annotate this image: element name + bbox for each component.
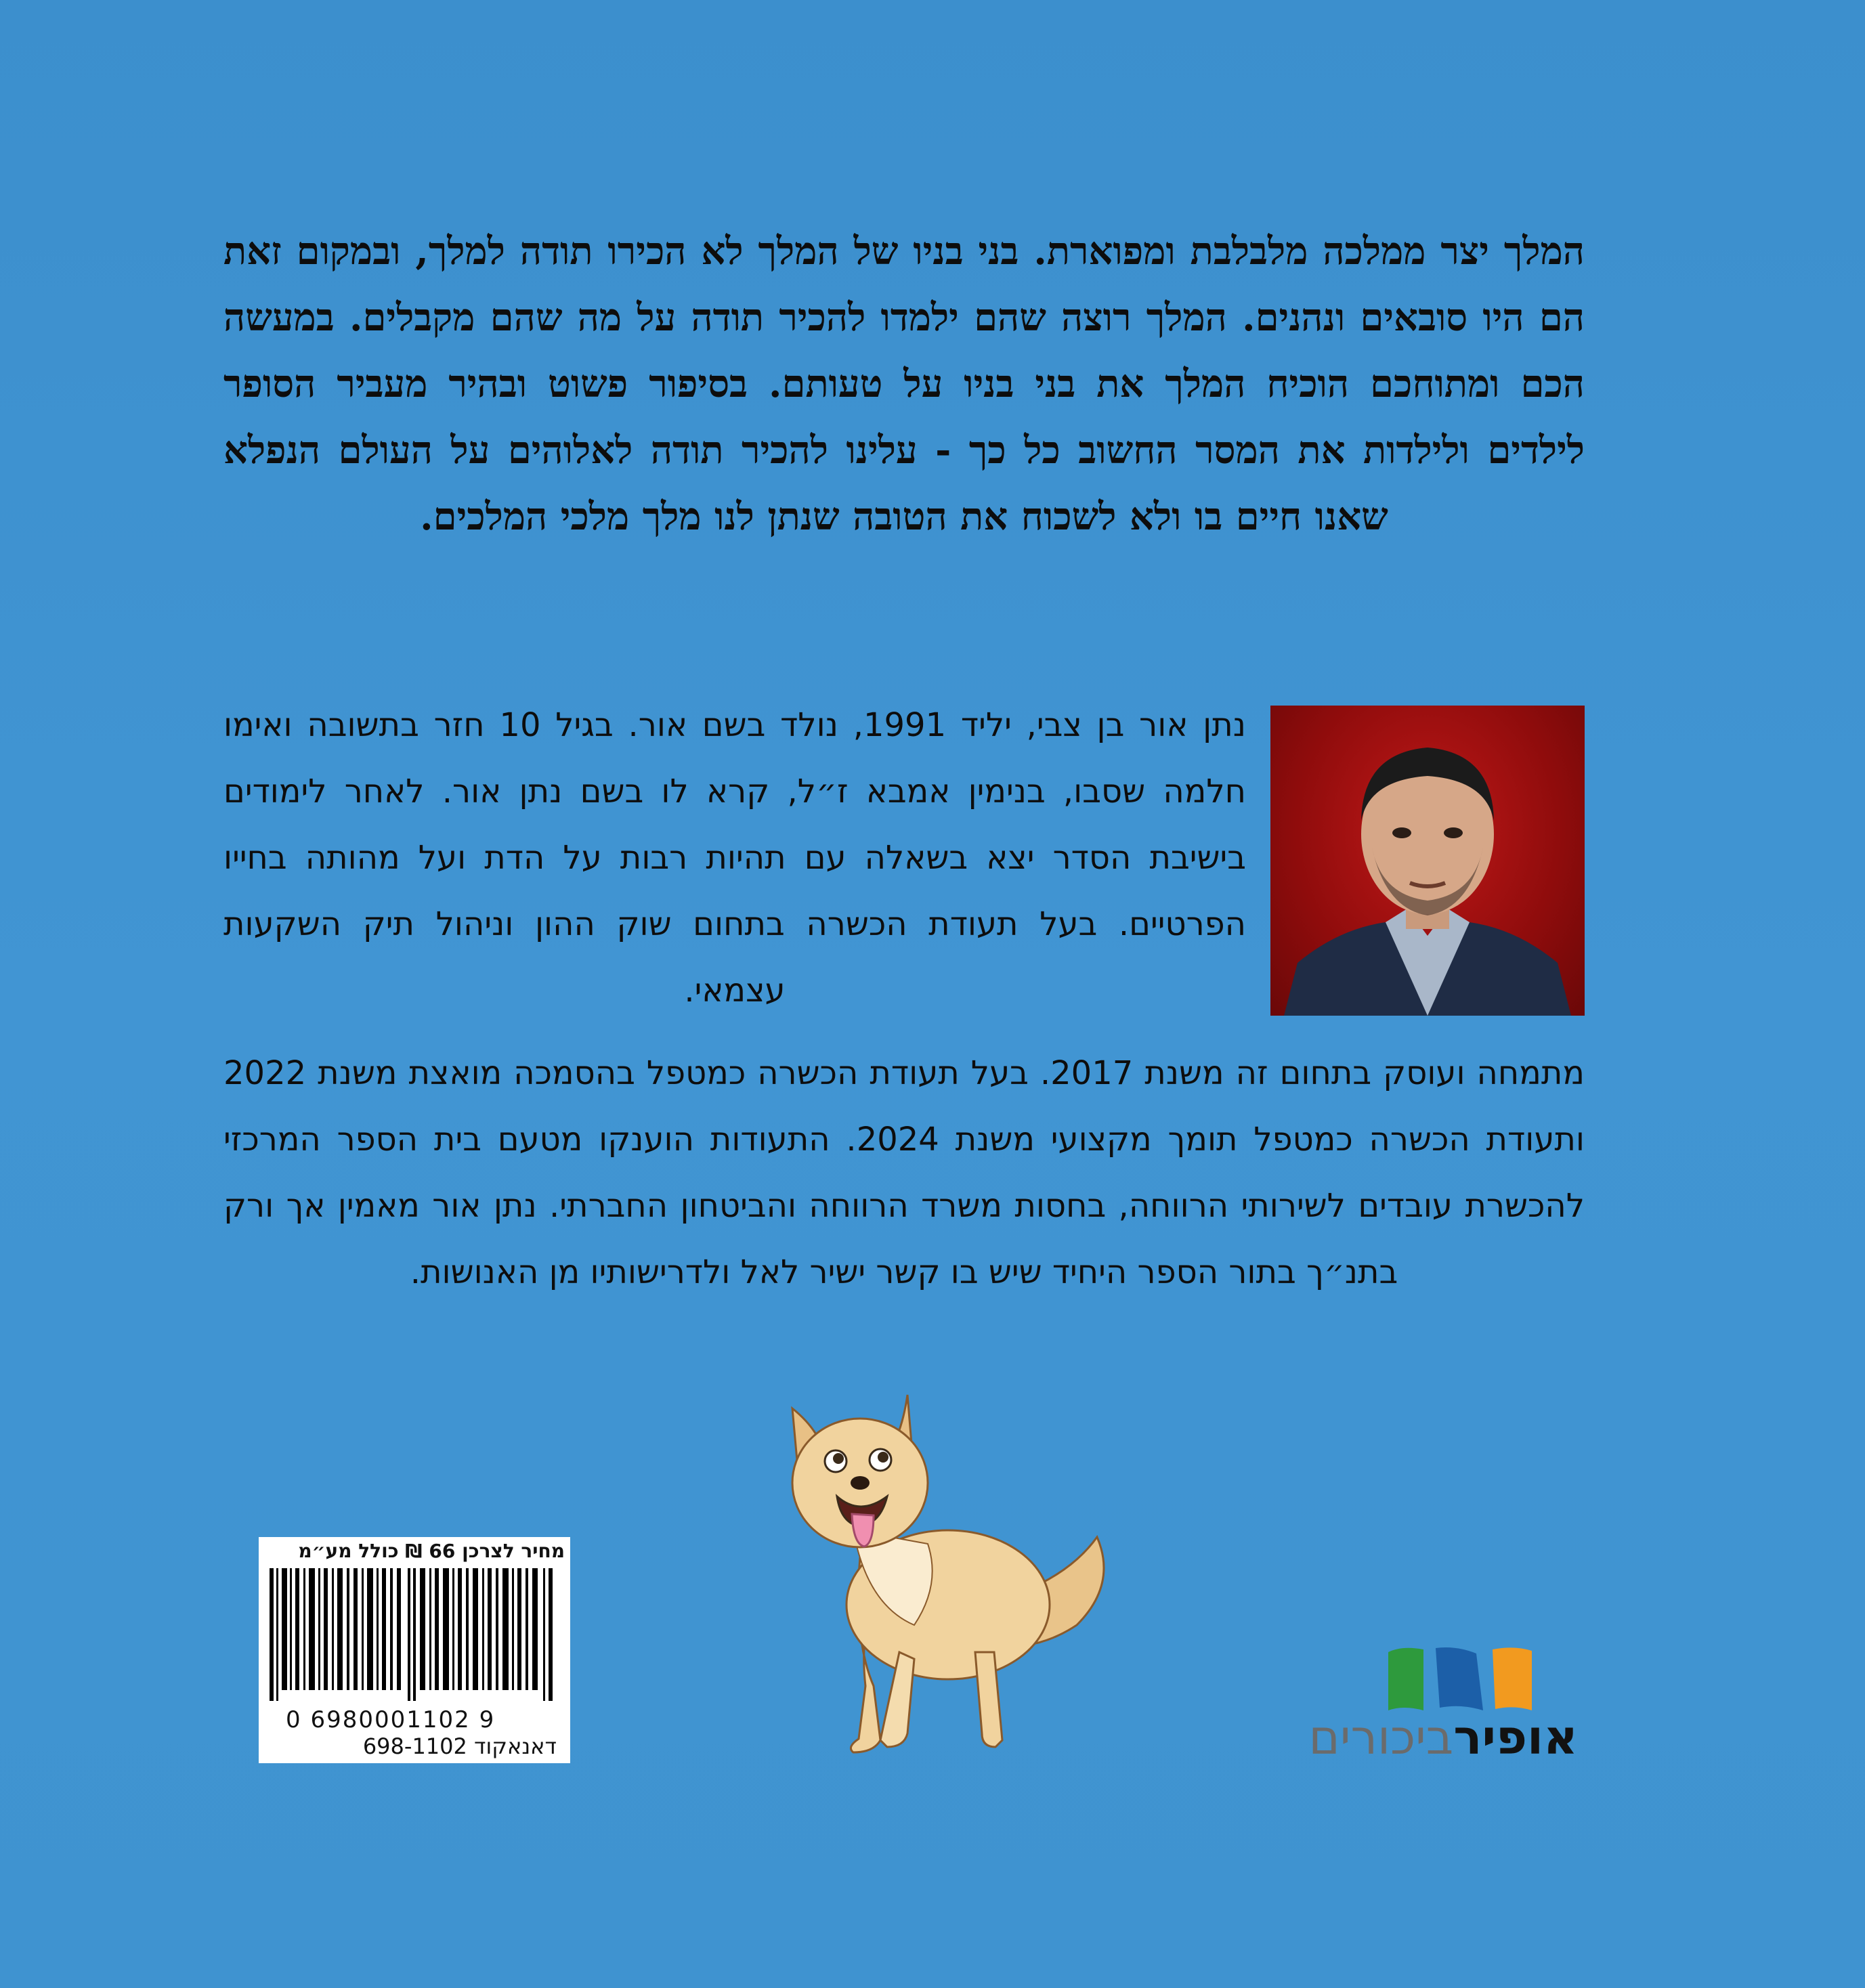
barcode-label	[259, 1537, 570, 1763]
publisher-name	[1308, 1710, 1578, 1765]
dog-illustration	[779, 1381, 1144, 1760]
barcode-bars	[270, 1568, 559, 1701]
author-bio-credentials: מתמחה ועוסק בתחום זה משנת 2017. בעל תעודת הכשרה כמטפל בהסמכה מואצת משנת 2022 ותעודת הכשרה כמטפל תומך מקצועי משנת 2024. התעודות הוענקו מטעם בית הספר המרכזי להכשרת עובדים לשירותי הרווחה, בחסות משרד הרווחה והביטחון החברתי. נתן אור מאמין אך ורק בתנ״ך בתור הספר היחיד שיש בו קשר ישיר לאל ולדרישותיו מן האנושות.	[223, 1054, 1585, 1291]
price-text: מחיר לצרכן 66 ₪ כולל מע״מ	[298, 1540, 565, 1562]
barcode-number: 0 6980001102 9	[286, 1706, 496, 1733]
danacode-label: דאנאקוד 698-1102	[362, 1733, 557, 1759]
author-photo	[1270, 706, 1585, 1016]
books-icon	[1381, 1645, 1537, 1713]
publisher-imprint: ביכורים	[1308, 1710, 1454, 1765]
book-blurb: המלך יצר ממלכה מלבלבת ומפוארת. בני בניו של המלך לא הכירו תודה למלך, ובמקום זאת הם היו סובאים ונהנים. המלך רוצה שהם ילמדו להכיר תודה על מה שהם מקבלים. במעשה הכם ומתוחכם הוכיח המלך את בני בניו על טעותם. בסיפור פשוט ובהיר מעביר הסופר לילדים ולילדות את המסר החשוב כל כך - עלינו להכיר תודה לאלוהים על העולם הנפלא שאנו חיים בו ולא לשכוח את הטובה שנתן לנו מלך מלכי המלכים.	[223, 229, 1585, 539]
author-portrait-illustration	[1270, 706, 1585, 1016]
publisher-logo	[1308, 1645, 1578, 1767]
publisher-brand: אופיר	[1453, 1710, 1578, 1765]
author-bio-intro: נתן אור בן צבי, יליד 1991, נולד בשם אור. בגיל 10 חזר בתשובה ואימו חלמה שסבו, בנימין אמבא ז״ל, קרא לו בשם נתן אור. לאחר לימודים בישיבת הסדר יצא בשאלה עם תהיות רבות על הדת ועל מהותה בחייו הפרטיים. בעל תעודת הכשרה בתחום שוק ההון וניהול תיק השקעות עצמאי.	[223, 706, 1246, 1010]
